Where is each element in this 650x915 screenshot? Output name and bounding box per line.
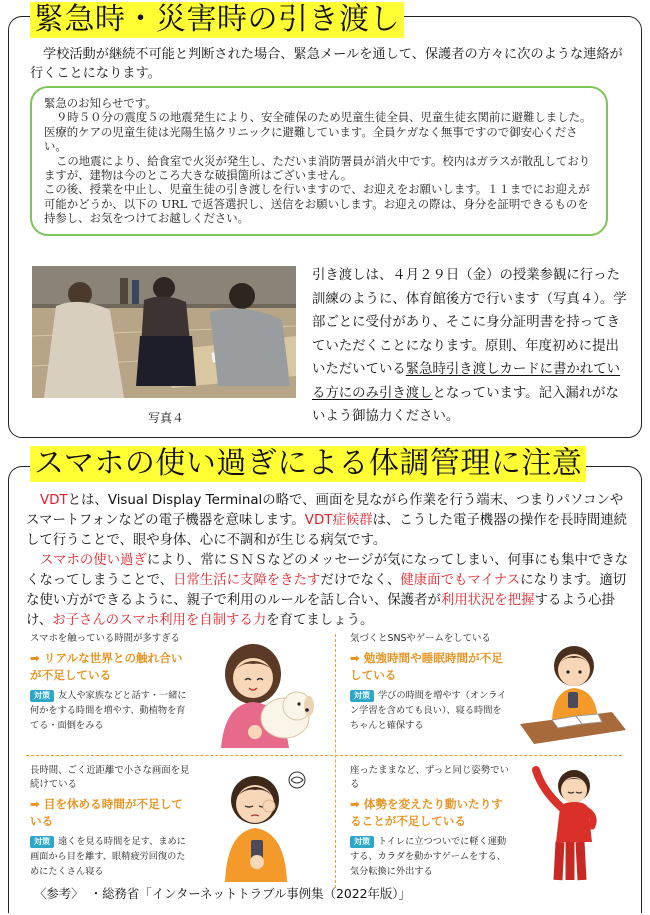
card-advice-text: 学びの時間を増やす（オンライン学習を含めても良い）、寝る時間をちゃんと確保する [350,690,507,731]
notice-line: この地震により、給食室で火災が発生し、ただいま消防署員が消火中です。校内はガラスが散乱しておりますが、建物は今のところ大きな破損箇所はございません。 [44,153,591,183]
card-advice [30,688,190,733]
reference-source: 〈参考〉 ・総務省「インターネットトラブル事例集（2022年版）」 [34,886,411,901]
section-emergency-title: 緊急時・災害時の引き渡し [30,2,404,38]
boy-at-desk-illustration [516,636,628,748]
card-advice-text: 友人や家族などと話す・一緒に何かをする時間を増やす、動植物を育てる・面倒をみる [30,690,187,731]
handover-description [312,264,630,429]
advice-card-real-world [30,632,190,733]
card-advice [350,834,510,879]
photo-caption: 写真４ [148,411,185,425]
paragraph-text: になります。適切な使い方ができるように、親子で利用のルールを話し合い、保護者が [26,573,627,608]
smartphone-overuse-advice [26,551,630,631]
highlight-term: 利用状況を把握 [440,593,535,608]
highlight-term: VDT [40,493,68,508]
card-advice-text: トイレに立つついでに軽く運動する、カラダを動かすゲームをする、気分転換に外出する [350,836,507,877]
card-divider-horizontal [26,755,622,756]
advice-card-eye-rest [30,764,190,879]
highlight-term: スマホの使い過ぎ [40,553,147,568]
handover-text-part2: となっています。記入漏れがないよう御協力ください。 [312,385,619,424]
advice-tag: 対策 [350,836,374,848]
advice-card-posture [350,764,510,879]
highlight-term: お子さんのスマホ利用を自制する力 [52,613,267,628]
highlight-term: VDT症候群 [304,513,373,528]
paragraph-text: するよう心掛け、 [26,593,615,628]
emergency-intro-text: 学校活動が継続不可能と判断された場合、緊急メールを通して、保護者の方々に次のような連絡が行くことになります。 [30,47,623,81]
card-situation: 長時間、ごく近距離で小さな画面を見続けている [30,765,190,790]
card-advice-text: 遠くを見る時間を足す、まめに画面から目を離す、眼精疲労回復のためにたくさん寝る [30,836,186,877]
card-situation: 気づくとSNSやゲームをしている [350,633,491,644]
handover-card-rule: 緊急時引き渡しカードに書かれている方にのみ引き渡し [312,362,620,401]
section-smartphone-title: スマホの使い過ぎによる体調管理に注意 [30,446,586,482]
gym-scene-image [32,266,296,398]
paragraph-text: を育てましょう。 [266,613,374,628]
notice-line: この後、授業を中止し、児童生徒の引き渡しを行いますので、お迎えをお願いします。１１までにお迎えが可能かどうか、以下の URL で返答選択し、送信をお願いします。お迎えの際は、身分を証明できるものを持参し、お気をつけてお越しください。 [44,182,590,226]
highlight-term: 健康面でもマイナス [400,573,521,588]
handover-text-part1: 引き渡しは、４月２９日（金）の授業参観に行った訓練のように、体育館後方で行います（写真４）。学部ごとに受付があり、そこに身分証明書を持ってきていただくことになります。原則、年度初めに提出いただいている [312,268,627,377]
advice-tag: 対策 [350,690,374,702]
advice-tag: 対策 [30,690,54,702]
girl-stretching-illustration [522,760,626,884]
card-advice [30,834,190,879]
emergency-mail-notice [30,86,608,236]
girl-with-dog-illustration [205,640,323,748]
handover-drill-photo [32,266,296,398]
boy-rubbing-eyes-illustration [205,766,317,882]
card-problem: ➡ 勉強時間や睡眠時間が不足している [350,651,503,682]
card-advice [350,688,510,733]
card-problem: ➡ 目を休める時間が不足している [30,797,183,828]
paragraph-text: とは、Visual Display Terminalの略で、画面を見ながら作業を行う端末、つまりパソコンや スマートフォンなどの電子機器を意味します。 [26,493,624,528]
paragraph-text: だけでなく、 [320,573,401,588]
notice-line: ９時５０分の震度５の地震発生により、安全確保のため児童生徒全員、児童生徒玄関前に避難しました。医療的ケアの児童生徒は光陽生協クリニックに避難しています。全員ケガなく無事ですので御安心ください。 [44,110,592,154]
vdt-explanation [26,491,630,551]
paragraph-text: は、こうした電子機器の操作を長時間連続して行うことで、眼や身体、心に不調和が生じる病気です。 [26,513,628,548]
card-situation: 座ったままなど、ずっと同じ姿勢でいる [350,765,509,790]
card-problem: ➡ 体勢を変えたり動いたりすることが不足している [350,797,503,828]
advice-card-study-sleep [350,632,510,733]
notice-line: 緊急のお知らせです。 [44,96,157,110]
card-situation: スマホを触っている時間が多すぎる [30,633,180,644]
card-problem: ➡ リアルな世界との触れ合いが不足している [30,651,183,682]
advice-tag: 対策 [30,836,54,848]
highlight-term: 日常生活に支障をきたす [173,573,321,588]
paragraph-text: により、常にＳＮＳなどのメッセージが気になってしまい、何事にも集中できなくなってしまうことで、 [26,553,629,588]
card-divider-vertical [335,634,336,888]
